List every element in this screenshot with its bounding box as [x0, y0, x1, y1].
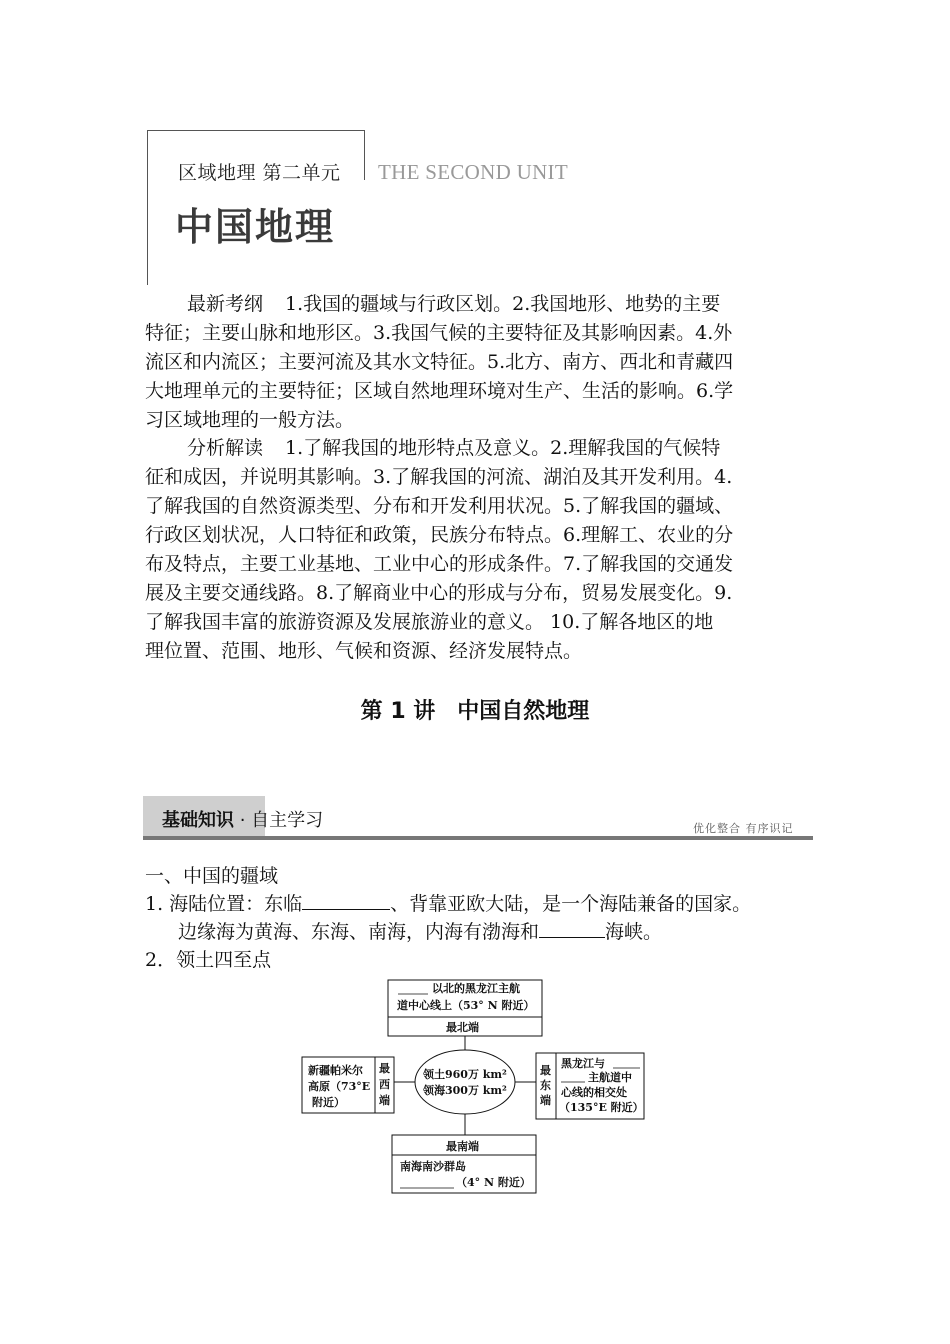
item-2-heading: 2．领土四至点	[145, 949, 272, 971]
page-title: 中国地理	[175, 205, 336, 249]
analysis-line: 了解我国丰富的旅游资源及发展旅游业的意义。 10.了解各地区的地	[145, 611, 714, 633]
analysis-line: 展及主要交通线路。8.了解商业中心的形成与分布，贸易发展变化。9.	[145, 582, 733, 604]
fill-blank[interactable]	[302, 891, 390, 910]
header-frame-top	[147, 130, 365, 131]
center-text: 领土960万 km²	[423, 1068, 507, 1081]
section-heading: 一、中国的疆域	[145, 865, 279, 887]
analysis-line: 理位置、范围、地形、气候和资源、经济发展特点。	[145, 640, 583, 662]
north-text: 道中心线上（53° N 附近）	[397, 999, 535, 1012]
analysis-label: 分析解读	[187, 437, 264, 459]
section-bar-subtitle: 优化整合 有序识记	[693, 822, 794, 835]
syllabus-line: 习区域地理的一般方法。	[145, 409, 355, 431]
unit-title: 区域地理 第二单元	[178, 162, 341, 184]
analysis-paragraph	[145, 434, 807, 666]
section-bar-title: 基础知识 · 自主学习	[162, 810, 324, 831]
header-frame-divider	[364, 130, 365, 180]
analysis-line: 1.了解我国的地形特点及意义。2.理解我国的气候特	[285, 437, 721, 459]
west-text: 附近）	[312, 1096, 345, 1109]
east-label: 东	[540, 1079, 551, 1092]
center-text: 领海300万 km²	[423, 1084, 507, 1097]
center-ellipse	[415, 1050, 515, 1114]
west-label: 西	[379, 1078, 390, 1091]
syllabus-line: 特征；主要山脉和地形区。3.我国气候的主要特征及其影响因素。4.外	[145, 322, 733, 344]
syllabus-paragraph	[145, 290, 807, 435]
east-text: 主航道中	[588, 1071, 632, 1084]
syllabus-line: 流区和内流区；主要河流及其水文特征。5.北方、南方、西北和青藏四	[145, 351, 734, 373]
analysis-line: 布及特点，主要工业基地、工业中心的形成条件。7.了解我国的交通发	[145, 553, 734, 575]
south-text: （4° N 附近）	[456, 1176, 531, 1189]
item-1-line-1: 1. 海陆位置：东临 、背靠亚欧大陆，是一个海陆兼备的国家。	[145, 893, 752, 915]
west-label: 最	[379, 1062, 390, 1075]
east-text: 黑龙江与	[561, 1057, 605, 1070]
north-text: 以北的黑龙江主航	[432, 982, 520, 995]
west-label: 端	[379, 1094, 390, 1107]
west-text: 新疆帕米尔	[308, 1064, 363, 1077]
unit-english-title: THE SECOND UNIT	[378, 160, 568, 184]
header-frame-left	[147, 130, 148, 285]
south-text: 南海南沙群岛	[400, 1160, 466, 1173]
analysis-line: 征和成因，并说明其影响。3.了解我国的河流、湖泊及其开发利用。4.	[145, 466, 733, 488]
east-text: （135°E 附近）	[559, 1101, 644, 1114]
north-label: 最北端	[446, 1021, 479, 1034]
item-1-line-2: 边缘海为黄海、东海、南海，内海有渤海和 海峡。	[178, 921, 663, 943]
territory-extremes-diagram	[300, 975, 650, 1200]
east-label: 端	[540, 1094, 551, 1107]
syllabus-line: 大地理单元的主要特征；区域自然地理环境对生产、生活的影响。6.学	[145, 380, 734, 402]
east-label: 最	[540, 1064, 551, 1077]
analysis-line: 了解我国的自然资源类型、分布和开发利用状况。5.了解我国的疆域、	[145, 495, 734, 517]
section-bar-line	[143, 836, 813, 840]
fill-blank[interactable]	[539, 919, 605, 938]
west-text: 高原（73°E	[308, 1080, 371, 1093]
syllabus-line: 1.我国的疆域与行政区划。2.我国地形、地势的主要	[285, 293, 721, 315]
syllabus-label: 最新考纲	[187, 293, 264, 315]
lecture-title: 第 1 讲 中国自然地理	[360, 699, 590, 724]
analysis-line: 行政区划状况，人口特征和政策，民族分布特点。6.理解工、农业的分	[145, 524, 734, 546]
south-label: 最南端	[446, 1140, 479, 1153]
east-text: 心线的相交处	[561, 1086, 627, 1099]
